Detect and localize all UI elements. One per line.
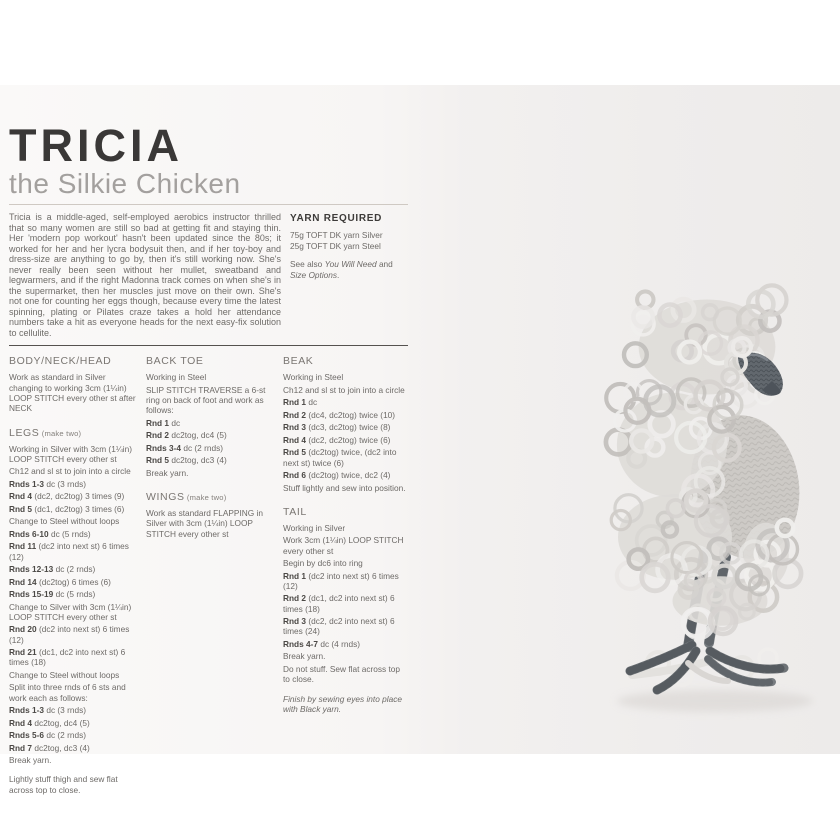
pattern-line: Break yarn. (283, 651, 326, 662)
pattern-line: Rnd 6 (dc2tog) twice, dc2 (4) (283, 470, 391, 481)
divider-under-title (9, 204, 408, 205)
pattern-line: Rnd 4 (dc2, dc2tog) 3 times (9) (9, 491, 125, 502)
page (0, 85, 840, 795)
section-heading: LEGS (make two) (9, 426, 82, 439)
divider-above-instructions (9, 345, 408, 346)
pattern-line: Working in Silver (283, 522, 346, 533)
section-heading-suffix: (make two) (184, 493, 227, 503)
yarn-required-heading: YARN REQUIRED (290, 213, 383, 225)
pattern-line: Rnd 2 (dc1, dc2 into next st) 6 times (18) (283, 593, 395, 614)
page-title: TRICIA (9, 120, 183, 171)
pattern-line: Begin by dc6 into ring (283, 558, 363, 569)
pattern-line: Rnds 15-19 dc (5 rnds) (9, 589, 96, 600)
pattern-section-wings (146, 491, 274, 539)
instruction-column-3 (283, 355, 408, 797)
pattern-line: Rnds 12-13 dc (2 rnds) (9, 564, 96, 575)
section-heading: BEAK (283, 355, 314, 368)
pattern-line: Rnd 2 dc2tog, dc4 (5) (146, 430, 227, 441)
pattern-line: Rnds 3-4 dc (2 rnds) (146, 442, 224, 453)
pattern-line: Lightly stuff thigh and sew flat across top to close. (9, 774, 118, 795)
pattern-line: Rnds 4-7 dc (4 rnds) (283, 638, 361, 649)
section-heading: TAIL (283, 505, 307, 518)
pattern-section-legs (9, 427, 137, 795)
pattern-section-tail (283, 506, 408, 714)
pattern-line: Rnd 14 (dc2tog) 6 times (6) (9, 576, 111, 587)
section-heading: BODY/NECK/HEAD (9, 355, 112, 368)
pattern-line: Break yarn. (146, 467, 189, 478)
pattern-line: Rnd 20 (dc2 into next st) 6 times (12) (9, 624, 130, 645)
pattern-line: Break yarn. (9, 755, 52, 766)
pattern-line: Change to Silver with 3cm (1¼in) LOOP STITCH every other st (9, 601, 132, 622)
pattern-line: Rnd 5 (dc2tog) twice, (dc2 into next st) twice (6) (283, 447, 397, 468)
pattern-line: Rnd 1 (dc2 into next st) 6 times (12) (283, 570, 399, 591)
yarn-line-steel: 25g TOFT DK yarn Steel (290, 241, 381, 252)
pattern-line: Split into three rnds of 6 sts and work each as follows: (9, 682, 126, 703)
pattern-line: Rnd 4 dc2tog, dc4 (5) (9, 717, 90, 728)
intro-row (9, 212, 408, 338)
pattern-section-beak (283, 355, 408, 492)
yarn-required-panel (290, 212, 408, 338)
see-also-note (290, 259, 408, 281)
pattern-line: Rnd 2 (dc4, dc2tog) twice (10) (283, 409, 396, 420)
pattern-line: Rnd 5 dc2tog, dc3 (4) (146, 455, 227, 466)
instruction-columns (9, 355, 408, 797)
instruction-column-1 (9, 355, 137, 797)
pattern-line: SLIP STITCH TRAVERSE a 6-st ring on back of foot and work as follows: (146, 384, 266, 416)
pattern-line: Rnd 21 (dc1, dc2 into next st) 6 times (18) (9, 647, 126, 668)
pattern-line: Rnd 11 (dc2 into next st) 6 times (12) (9, 541, 129, 562)
chicken-photo (420, 85, 840, 754)
see-also-suffix: . (337, 270, 340, 281)
pattern-section-body-neck-head (9, 355, 137, 413)
pattern-line: Rnd 1 dc (283, 397, 318, 408)
see-also-size-options: Size Options (290, 270, 338, 281)
pattern-line: Ch12 and sl st to join into a circle (9, 466, 131, 477)
pattern-line: Working in Silver with 3cm (1¼in) LOOP STITCH every other st (9, 443, 132, 464)
pattern-line: Rnd 3 (dc3, dc2tog) twice (8) (283, 422, 391, 433)
pattern-line: Working in Steel (146, 372, 207, 383)
see-also-prefix: See also (290, 259, 325, 270)
pattern-line: Change to Steel without loops (9, 516, 120, 527)
pattern-line: Rnds 6-10 dc (5 rnds) (9, 528, 91, 539)
pattern-line: Rnds 1-3 dc (3 rnds) (9, 478, 87, 489)
instruction-column-2 (146, 355, 274, 797)
pattern-line: Stuff lightly and sew into position. (283, 482, 406, 493)
pattern-line: Working in Steel (283, 372, 344, 383)
floor-shadow (617, 690, 813, 712)
pattern-line: Ch12 and sl st to join into a circle (283, 384, 405, 395)
pattern-line: Work 3cm (1¼in) LOOP STITCH every other st (283, 535, 404, 556)
pattern-line: Rnd 3 (dc2, dc2 into next st) 6 times (24) (283, 616, 395, 637)
pattern-line: Rnds 1-3 dc (3 rnds) (9, 705, 87, 716)
pattern-line: Work as standard FLAPPING in Silver with 3cm (1¼in) LOOP STITCH every other st (146, 508, 263, 539)
page-subtitle: the Silkie Chicken (9, 168, 241, 199)
see-also-you-will-need: You Will Need (324, 259, 377, 270)
intro-paragraph: Tricia is a middle-aged, self-employed aerobics instructor thrilled that so many women are still so bad at getting fit and staying thin. Her 'modern pop workout' hasn't been updated since the 80s; it worked for her and her lycra bodysuit then, and if her toy-boy and dress-size are anything to go by, then it's still working now. She's never really been seen without her mullet, sweatband and legwarmers, and if the right Madonna track comes on when she's in the supermarket, then her muscles just move on their own. She's not one for counting her eggs though, because every time the latest spinning, plating or Pilates craze takes a hold her attendance numbers take a hit as everyone heads for the next easy-fix solution to cellulite. (9, 212, 281, 338)
pattern-line: Change to Steel without loops (9, 669, 120, 680)
section-heading: WINGS (make two) (146, 491, 227, 504)
pattern-line: Rnd 7 dc2tog, dc3 (4) (9, 742, 90, 753)
pattern-line: Rnd 5 (dc1, dc2tog) 3 times (6) (9, 503, 125, 514)
pattern-line: Rnd 4 (dc2, dc2tog) twice (6) (283, 434, 391, 445)
pattern-line: Rnds 5-6 dc (2 rnds) (9, 730, 87, 741)
pattern-line: Do not stuff. Sew flat across top to close. (283, 663, 400, 685)
pattern-line: Work as standard in Silver changing to working 3cm (1¼in) LOOP STITCH every other st after NECK (9, 372, 136, 414)
see-also-mid: and (376, 259, 393, 270)
section-heading: BACK TOE (146, 355, 204, 368)
pattern-line: Rnd 1 dc (146, 417, 181, 428)
section-heading-suffix: (make two) (39, 428, 82, 438)
pattern-line: Finish by sewing eyes into place with Black yarn. (283, 693, 402, 714)
yarn-line-silver: 75g TOFT DK yarn Silver (290, 230, 383, 241)
pattern-text-column (9, 85, 408, 797)
pattern-section-back-toe (146, 355, 274, 478)
